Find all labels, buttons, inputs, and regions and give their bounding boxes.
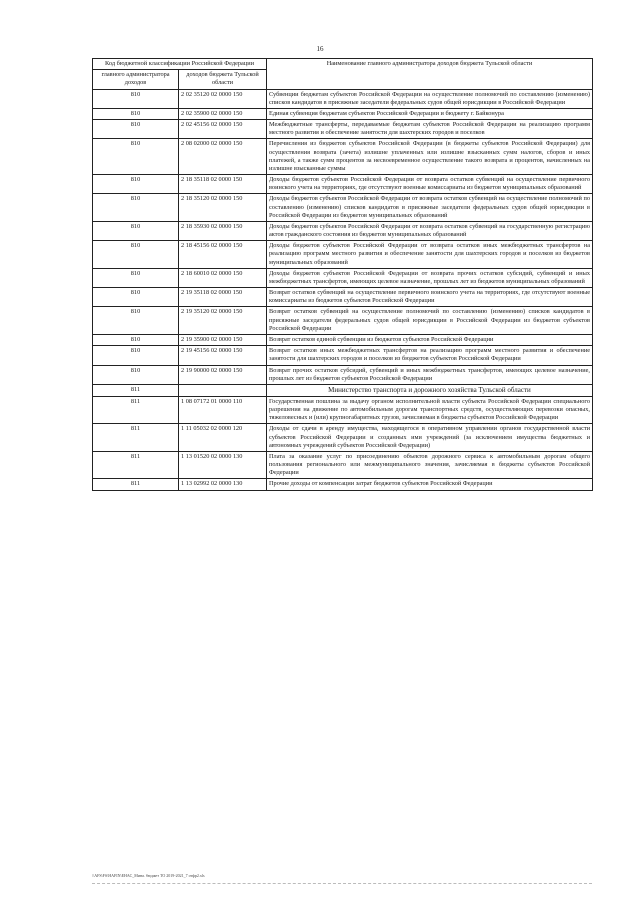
table-row	[93, 479, 593, 490]
revenue-name-cell: Доходы бюджетов субъектов Российской Федерации от возврата остатков субвенций на осуществление полномочий по составлению (изменению) списков кандидатов в присяжные заседатели федеральных судов общей юрисдикции в Российской Федерации из бюджетов муниципальных образований	[267, 194, 593, 222]
revenue-name-cell: Субвенции бюджетам субъектов Российской Федерации на осуществление полномочий по составлению (изменению) списков кандидатов в присяжные заседатели федеральных судов общей юрисдикции в Российской Федерации	[267, 89, 593, 108]
admin-code-cell: 811	[93, 384, 179, 396]
table-row	[93, 175, 593, 194]
revenue-code-cell: 2 19 35120 02 0000 150	[179, 307, 267, 335]
revenue-code-cell: 2 18 45156 02 0000 150	[179, 241, 267, 269]
admin-code-cell: 810	[93, 139, 179, 175]
admin-code-cell: 810	[93, 346, 179, 365]
table-row	[93, 268, 593, 287]
admin-code-cell: 810	[93, 221, 179, 240]
revenue-name-cell: Возврат прочих остатков субсидий, субвенций и иных межбюджетных трансфертов, имеющих целевое назначение, прошлых лет из бюджетов субъектов Российской Федерации	[267, 365, 593, 384]
file-path-footer: \\AFS\FS\HAFIN\ЕНАС_Мина. бюджет ТО 2019-2021_7 отфр2.xls	[92, 873, 205, 878]
revenue-code-cell: 1 08 07172 01 0000 110	[179, 396, 267, 424]
table-row	[93, 396, 593, 424]
revenue-code-cell: 2 19 35118 02 0000 150	[179, 288, 267, 307]
admin-code-cell: 810	[93, 365, 179, 384]
revenue-code-cell: 2 18 60010 02 0000 150	[179, 268, 267, 287]
table-row	[93, 139, 593, 175]
revenue-name-cell: Единая субвенция бюджетам субъектов Российской Федерации и бюджету г. Байконура	[267, 108, 593, 119]
header-revenue: доходов бюджета Тульской области	[179, 70, 267, 89]
table-row	[93, 307, 593, 335]
revenue-code-cell: 1 13 01520 02 0000 130	[179, 451, 267, 479]
revenue-code-cell: 2 19 35900 02 0000 150	[179, 334, 267, 345]
admin-code-cell: 810	[93, 307, 179, 335]
admin-code-cell: 810	[93, 334, 179, 345]
revenue-code-cell: 1 13 02992 02 0000 130	[179, 479, 267, 490]
admin-code-cell: 810	[93, 288, 179, 307]
admin-code-cell: 810	[93, 175, 179, 194]
revenue-code-cell: 2 02 35120 02 0000 150	[179, 89, 267, 108]
table-row	[93, 365, 593, 384]
admin-code-cell: 810	[93, 241, 179, 269]
revenue-code-cell: 2 18 35930 02 0000 150	[179, 221, 267, 240]
table-row	[93, 346, 593, 365]
admin-code-cell: 810	[93, 120, 179, 139]
table-row	[93, 334, 593, 345]
revenue-name-cell: Плата за оказание услуг по присоединению объектов дорожного сервиса к автомобильным дорогам общего пользования регионального или межмуниципального значения, зачисляемая в бюджеты субъектов Российской Федерации	[267, 451, 593, 479]
revenue-name-cell: Доходы от сдачи в аренду имущества, находящегося в оперативном управлении органов государственной власти субъектов Российской Федерации и созданных ими учреждений (за исключением имущества бюджетных и автономных учреждений субъектов Российской Федерации)	[267, 424, 593, 452]
table-row	[93, 120, 593, 139]
revenue-code-cell: 2 18 35118 02 0000 150	[179, 175, 267, 194]
revenue-name-cell: Возврат остатков единой субвенции из бюджетов субъектов Российской Федерации	[267, 334, 593, 345]
admin-code-cell: 811	[93, 424, 179, 452]
table-row	[93, 424, 593, 452]
revenue-code-cell: 2 19 45156 02 0000 150	[179, 346, 267, 365]
revenue-name-cell: Перечисления из бюджетов субъектов Российской Федерации (в бюджеты субъектов Российской Федерации) для осуществления возврата (зачета) излишне уплаченных или излишне взысканных сумм налогов, сборов и иных платежей, а также сумм процентов за несвоевременное осуществление такого возврата и процентов, начисленных на излишне взысканные суммы	[267, 139, 593, 175]
admin-code-cell: 810	[93, 268, 179, 287]
revenue-name-cell: Межбюджетные трансферты, передаваемые бюджетам субъектов Российской Федерации на реализацию программ местного развития и обеспечение занятости для шахтерских городов и поселков	[267, 120, 593, 139]
header-code-group: Код бюджетной классификации Российской Федерации	[93, 59, 267, 70]
revenue-code-cell: 2 18 35120 02 0000 150	[179, 194, 267, 222]
table-row	[93, 451, 593, 479]
admin-code-cell: 811	[93, 451, 179, 479]
admin-code-cell: 811	[93, 479, 179, 490]
revenue-code-cell: 2 19 90000 02 0000 150	[179, 365, 267, 384]
revenue-code-cell: 2 02 35900 02 0000 150	[179, 108, 267, 119]
table-row	[93, 194, 593, 222]
revenue-code-cell: 2 02 45156 02 0000 150	[179, 120, 267, 139]
footer-divider	[92, 883, 592, 884]
table-row	[93, 89, 593, 108]
header-name: Наименование главного администратора доходов бюджета Тульской области	[267, 59, 593, 90]
admin-code-cell: 810	[93, 108, 179, 119]
revenue-name-cell: Доходы бюджетов субъектов Российской Федерации от возврата остатков субвенций на осуществление первичного воинского учета на территориях, где отсутствуют военные комиссариаты из бюджетов муниципальных образований	[267, 175, 593, 194]
revenue-name-cell: Прочие доходы от компенсации затрат бюджетов субъектов Российской Федерации	[267, 479, 593, 490]
table-row	[93, 108, 593, 119]
page-number: 16	[316, 45, 324, 53]
revenue-name-cell: Государственная пошлина за выдачу органом исполнительной власти субъекта Российской Федерации специального разрешения на движение по автомобильным дорогам транспортных средств, осуществляющих перевозки опасных, тяжеловесных и (или) крупногабаритных грузов, зачисляемая в бюджеты субъектов Российской Федерации	[267, 396, 593, 424]
revenue-name-cell: Доходы бюджетов субъектов Российской Федерации от возврата остатков иных межбюджетных трансфертов на реализацию программ местного развития и обеспечение занятости для шахтерских городов и поселков из бюджетов муниципальных образований	[267, 241, 593, 269]
table-body	[93, 89, 593, 490]
table-row	[93, 288, 593, 307]
revenue-name-cell: Доходы бюджетов субъектов Российской Федерации от возврата прочих остатков субсидий, субвенций и иных межбюджетных трансфертов, имеющих целевое назначение, прошлых лет из бюджетов муниципальных образований	[267, 268, 593, 287]
admin-code-cell: 811	[93, 396, 179, 424]
revenue-name-cell: Возврат остатков субвенций на осуществление полномочий по составлению (изменению) списков кандидатов в присяжные заседатели федеральных судов общей юрисдикции в Российской Федерации из бюджетов субъектов Российской Федерации	[267, 307, 593, 335]
revenue-name-cell: Возврат остатков иных межбюджетных трансфертов на реализацию программ местного развития и обеспечение занятости для шахтерских городов и поселков из бюджетов субъектов Российской Федерации	[267, 346, 593, 365]
revenue-name-cell: Возврат остатков субвенций на осуществление первичного воинского учета на территориях, где отсутствуют военные комиссариаты из бюджетов субъектов Российской Федерации	[267, 288, 593, 307]
revenue-code-cell: 1 11 05032 02 0000 120	[179, 424, 267, 452]
table-row	[93, 221, 593, 240]
budget-classification-table	[92, 58, 593, 491]
revenue-code-cell: 2 08 02000 02 0000 150	[179, 139, 267, 175]
section-row	[93, 384, 593, 396]
revenue-name-cell: Министерство транспорта и дорожного хозяйства Тульской области	[267, 384, 593, 396]
revenue-name-cell: Доходы бюджетов субъектов Российской Федерации от возврата остатков субвенций на государственную регистрацию актов гражданского состояния из бюджетов муниципальных образований	[267, 221, 593, 240]
header-admin: главного администратора доходов	[93, 70, 179, 89]
table-row	[93, 241, 593, 269]
revenue-code-cell	[179, 384, 267, 396]
admin-code-cell: 810	[93, 89, 179, 108]
admin-code-cell: 810	[93, 194, 179, 222]
